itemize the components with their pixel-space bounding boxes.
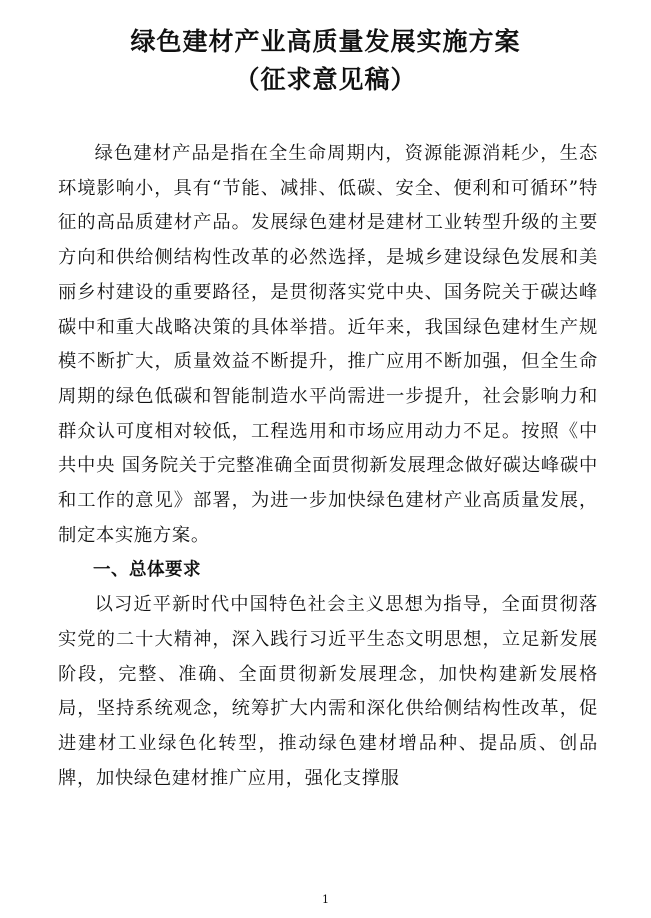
document-subtitle: （征求意见稿）	[234, 65, 417, 94]
intro-paragraph: 绿色建材产品是指在全生命周期内，资源能源消耗少，生态环境影响小，具有“节能、减排、低碳、安全、便利和可循环”特征的高品质建材产品。发展绿色建材是建材工业转型升级的主要方向和供给侧结构性改革的必然选择，是城乡建设绿色发展和美丽乡村建设的重要路径，是贯彻落实党中央、国务院关于碳达峰碳中和重大战略决策的具体举措。近年来，我国绿色建材生产规模不断扩大，质量效益不断提升，推广应用不断加强，但全生命周期的绿色低碳和智能制造水平尚需进一步提升，社会影响力和群众认可度相对较低，工程选用和市场应用动力不足。按照《中共中央 国务院关于完整准确全面贯彻新发展理念做好碳达峰碳中和工作的意见》部署，为进一步加快绿色建材产业高质量发展，制定本实施方案。	[58, 143, 598, 546]
document-title: 绿色建材产业高质量发展实施方案	[130, 27, 521, 56]
section-paragraph: 以习近平新时代中国特色社会主义思想为指导，全面贯彻落实党的二十大精神，深入践行习近平生态文明思想，立足新发展阶段，完整、准确、全面贯彻新发展理念，加快构建新发展格局，坚持系统观念，统筹扩大内需和深化供给侧结构性改革，促进建材工业绿色化转型，推动绿色建材增品种、提品质、创品牌，加快绿色建材推广应用，强化支撑服	[58, 594, 598, 789]
page-number: 1	[322, 893, 329, 906]
document-body	[58, 137, 598, 796]
section-heading: 一、总体要求	[93, 560, 201, 581]
